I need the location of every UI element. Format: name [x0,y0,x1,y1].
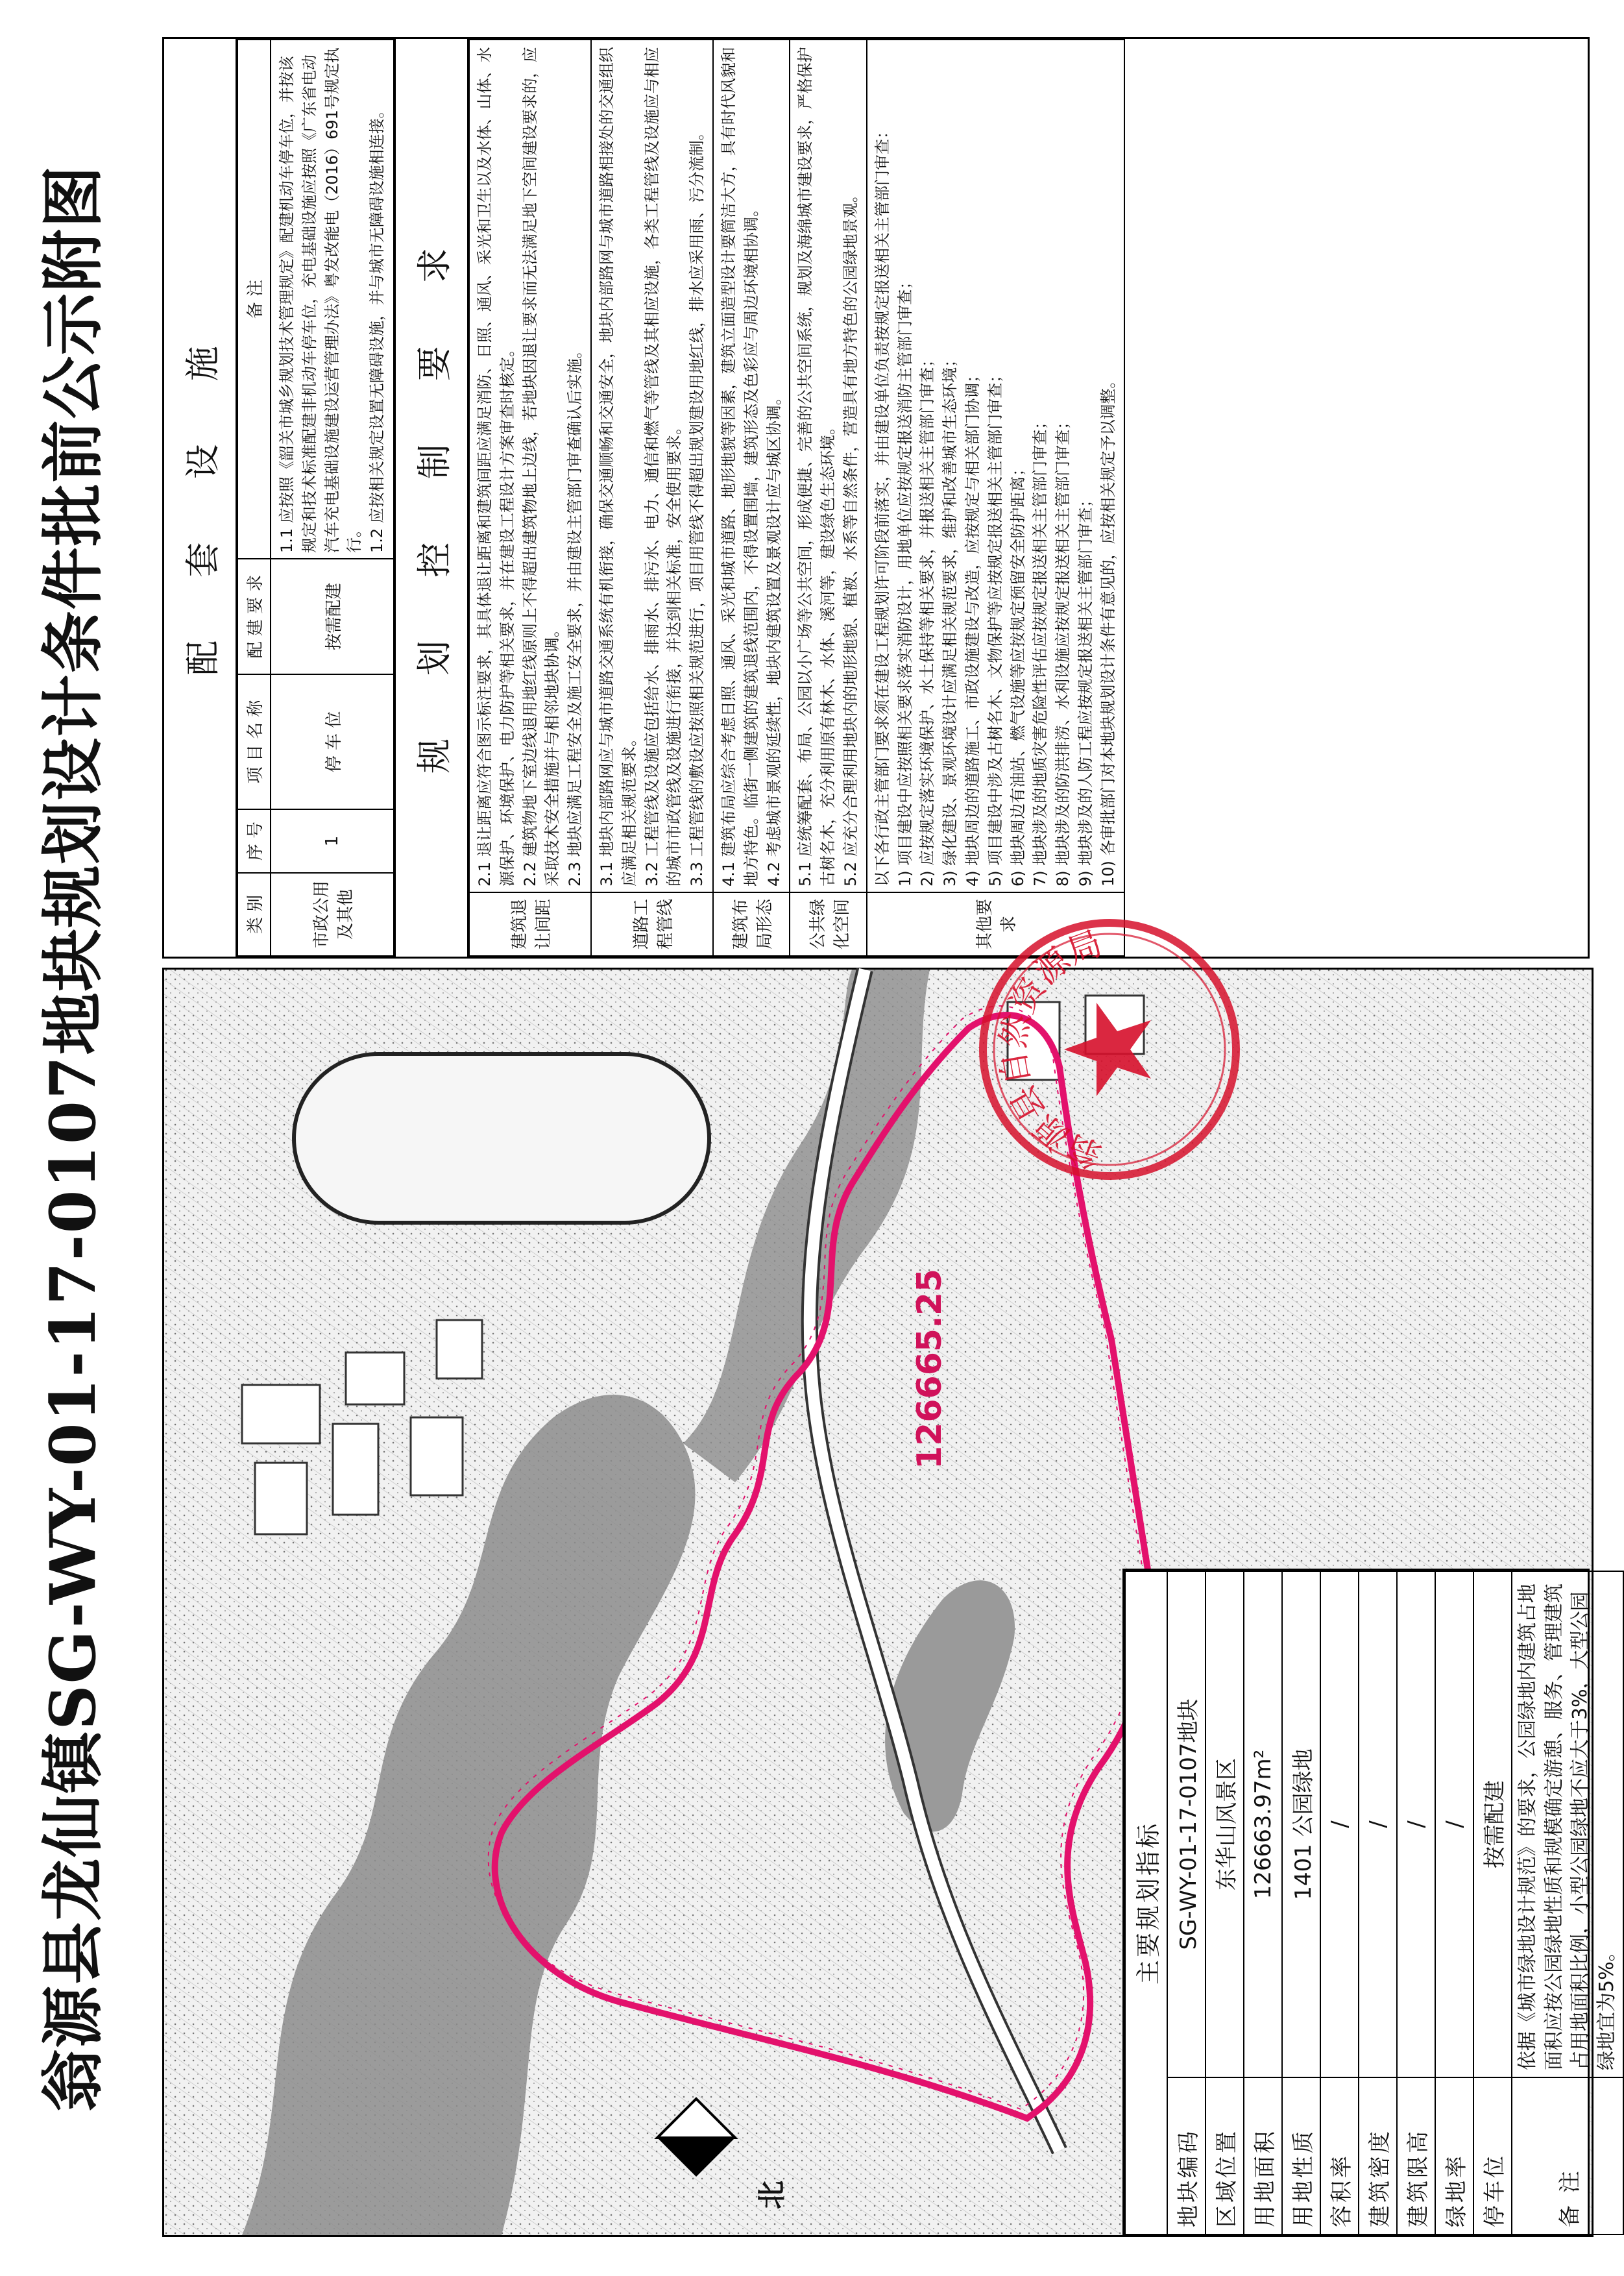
indicator-value: / [1397,1571,1435,2077]
north-label: 北 [755,2181,788,2209]
table-row [1320,1571,1359,2234]
remark-item: 1.2 应按相关规定设置无障碍设施，并与城市无障碍设施相连接。 [368,103,387,553]
control-item: 4) 地块周边的道路施工、市政设施建设与改造，应按规定与相关部门协调； [963,367,982,887]
table-row [1473,1571,1512,2234]
facility-requirement: 按需配建 [271,559,394,674]
control-items [469,40,591,892]
controls-table [468,39,1125,957]
indicator-value: SG-WY-01-17-0107地块 [1167,1571,1206,2077]
control-item: 4.1 建筑布局应综合考虑日照、通风、采光和城市道路、地形地貌等因素，建筑立面造型设计要简洁大方，具有时代风貌和地方特色。临街一侧建筑的建筑退线范围内，不得设置围墙，建筑形态及色彩应与周边环境相协调。 [719,47,760,887]
control-category: 其他要求 [867,892,1124,956]
control-item: 3.1 地块内部路网应与城市道路交通系统有机衔接，确保交通顺畅和交通安全，地块内部路网与城市道路相接处的交通组织应满足相关规范要求。 [597,47,638,887]
indicator-key: 地块编码 [1167,2077,1206,2234]
note-key: 备 注 [1512,2077,1623,2234]
control-item: 3.2 工程管线及设施应包括给水、排雨水、排污水、电力、通信和燃气等管线及其相应设施，各类工程管线及设施应与相应的城市市政管线及设施进行衔接，并达到相关标准，安全使用要求。 [642,47,684,887]
table-row [1282,1571,1320,2234]
indicators-header: 主要规划指标 [1125,1571,1167,2234]
control-items [867,40,1124,892]
table-row [469,40,591,956]
table-row [790,40,866,956]
control-item: 4.2 考虑城市景观的延续性，地块内建筑设置及景观设计应与城区协调。 [764,389,783,887]
control-item: 2.3 地块应满足工程安全及施工安全要求，并由建设主管部门审查确认后实施。 [566,343,585,887]
table-row [1206,1571,1244,2234]
control-item: 6) 地块周边有油站、燃气设施等应按规定预留安全防护距离； [1008,460,1027,887]
control-item: 10) 各审批部门对本地块规划设计条件有意见的，应按相关规定予以调整。 [1098,373,1117,887]
col-header: 项 目 名 称 [237,674,271,809]
table-row [1167,1571,1206,2234]
indicator-key: 容积率 [1320,2077,1359,2234]
facilities-table [237,39,394,957]
facilities-title: 配 套 设 施 [164,39,237,957]
control-item: 以下各行政主管部门要求须在建设工程规划许可阶段前落实，并由建设单位负责按规定报送相关主管部门审查： [873,123,891,887]
control-item: 5.1 应统筹配套、布局、公园以小广场等公共空间，形成便捷、完善的公共空间系统，规划及海绵城市建设要求，严格保护古树名木，充分利用原有林木、水体、溪河等，建设绿色生态环境。 [796,47,838,887]
table-row [1397,1571,1435,2234]
controls-title: 规 划 控 制 要 求 [394,39,468,957]
indicator-key: 用地性质 [1282,2077,1320,2234]
remark-item: 1.1 应按照《韶关市城乡规划技术管理规定》配建机动车停车位，并按该规定和技术标准配建非机动车停车位，充电基础设施应按照《广东省电动汽车充电基础设施建设运营管理办法》粤发改能电（2016）691号规定执行。 [278,47,364,553]
table-row [1359,1571,1397,2234]
main-indicators-table [1122,1569,1618,2237]
facility-no: 1 [271,809,394,873]
control-item: 7) 地块涉及的地质灾害危险性评估应按规定报送相关主管部门审查； [1031,413,1050,887]
table-row [1435,1571,1473,2234]
table-row [1244,1571,1282,2234]
indicator-value: / [1320,1571,1359,2077]
facility-name: 停 车 位 [271,674,394,809]
col-header: 序 号 [237,809,271,873]
col-header: 备 注 [237,40,271,559]
indicator-key: 建筑密度 [1359,2077,1397,2234]
reservoir [294,1054,709,1223]
table-row [1512,1571,1623,2234]
control-item: 3.3 工程管线的敷设应按照相关规范进行，项目用管线不得超出规划建设用地红线，排水应采用雨、污分流制。 [688,125,707,887]
control-item: 9) 地块涉及的人防工程应按规定报送相关主管部门审查； [1076,491,1095,887]
indicator-value: 1401 公园绿地 [1282,1571,1320,2077]
control-item: 3) 绿化建设、景观环境设计应满足相关规范要求，维护和改善城市生态环境； [941,351,960,887]
page-title: 翁源县龙仙镇SG-WY-01-17-0107地块规划设计条件批前公示附图 [36,164,110,2112]
indicator-key: 绿地率 [1435,2077,1473,2234]
control-items [790,40,866,892]
note-text: 依据《城市绿地设计规范》的要求，公园绿地内建筑占地面积应按公园绿地性质和规模确定游憩、服务、管理建筑占用地面积比例，小型公园绿地不应大于3%，大型公园绿地宜为5%。 [1512,1571,1623,2077]
indicator-value: 按需配建 [1473,1571,1512,2077]
planning-conditions-panel [162,37,1590,959]
control-item: 2.1 退让距离应符合图示标注要求，其具体退让距离和建筑间距应满足消防、日照、通风、采光和卫生以及水体、山体、水源保护、环境保护、电力防护等相关要求，并在建设工程设计方案审查时核定。 [476,47,516,887]
table-row [867,40,1124,956]
table-row [591,40,713,956]
control-category: 建筑布局形态 [713,892,790,956]
facility-category: 市政公用及其他 [271,873,394,956]
indicator-value: / [1435,1571,1473,2077]
control-category: 建筑退让间距 [469,892,591,956]
control-item: 5.2 应充分合理利用地块内的地形地貌、植被、水系等自然条件，营造具有地方特色的公园绿地景观。 [841,187,860,887]
control-item: 1) 项目建设中应按照相关要求落实消防设计，用地单位应按规定报送消防主管部门审查； [895,273,914,887]
indicator-key: 区域位置 [1206,2077,1244,2234]
control-item: 5) 项目建设中涉及古树名木、文物保护等应按规定报送相关主管部门审查； [986,367,1004,887]
indicator-value: 东华山风景区 [1206,1571,1244,2077]
control-item: 2) 应按规定落实环境保护、水土保持等相关要求，并报送相关主管部门审查； [918,351,937,887]
table-row [271,40,394,956]
facility-remarks [271,40,394,559]
col-header: 类 别 [237,873,271,956]
table-row [713,40,790,956]
indicator-value: 126663.97m² [1244,1571,1282,2077]
indicator-key: 建筑限高 [1397,2077,1435,2234]
site-area-label: 126665.25 [910,1268,949,1469]
indicator-key: 停车位 [1473,2077,1512,2234]
control-item: 8) 地块涉及的防洪排涝、水利设施应按规定报送相关主管部门审查； [1054,413,1073,887]
control-category: 道路工程管线 [591,892,713,956]
indicator-value: / [1359,1571,1397,2077]
control-items [591,40,713,892]
control-item: 2.2 建筑物地下室边线退用地红线原则上不得超出建筑物地上边线，若地块因退让要求而无法满足地下空间建设要求的，应采取技术安全措施并与相邻地块协调。 [520,47,562,887]
col-header: 配 建 要 求 [237,559,271,674]
indicator-key: 用地面积 [1244,2077,1282,2234]
control-category: 公共绿化空间 [790,892,866,956]
control-items [713,40,790,892]
svg-text:翁源县自然资源局: 翁源县自然资源局 [993,924,1108,1175]
official-seal-icon [973,913,1246,1186]
